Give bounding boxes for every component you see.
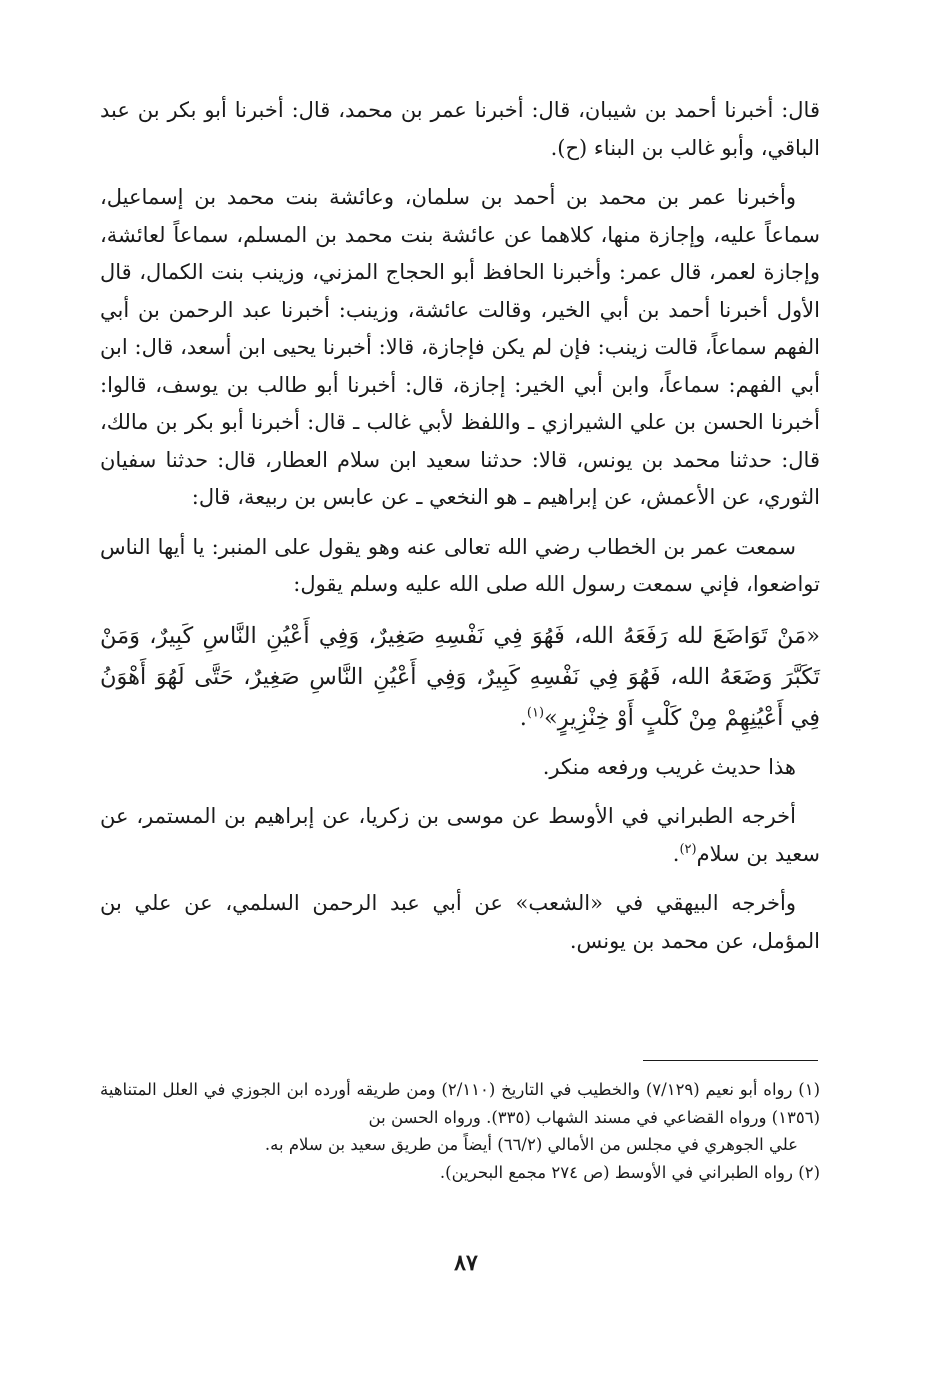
isnad-paragraph-2: وأخبرنا عمر بن محمد بن أحمد بن سلمان، وعائشة بنت محمد بن إسماعيل، سماعاً عليه، وإجازة منها، كلاهما عن عائشة بنت محمد بن المسلم، سماعاً لعائشة، وإجازة لعمر، قال عمر: وأخبرنا الحافظ أبو الحجاج المزني، وزينب بنت الكمال، قال الأول أخبرنا أحمد بن أبي الخير، وقالت عائشة، وزينب: أخبرنا عبد الرحمن بن أبي الفهم سماعاً، قالت زينب: فإن لم يكن فإجازة، قالا: أخبرنا يحيى ابن أسعد، قال: ابن أبي الفهم: سماعاً، وابن أبي الخير: إجازة، قال: أخبرنا أبو طالب بن يوسف، قالوا: أخبرنا الحسن بن علي الشيرازي ـ واللفظ لأبي غالب ـ قال: أخبرنا أبو بكر بن مالك، قال: حدثنا محمد بن يونس، قالا: حدثنا سعيد ابن سلام العطار، قال: حدثنا سفيان الثوري، عن الأعمش، عن إبراهيم ـ هو النخعي ـ عن عابس بن ربيعة، قال: [100,185,820,509]
footnotes-section [100,1076,820,1186]
footnote-1: (١) رواه أبو نعيم (٧/١٢٩) والخطيب في التاريخ (٢/١١٠) ومن طريقه أورده ابن الجوزي في العلل المتناهية (١٣٥٦) ورواه القضاعي في مسند الشهاب (٣٣٥). ورواه الحسن بن [100,1080,820,1127]
hadith-text: «مَنْ تَوَاضَعَ لله رَفَعَهُ الله، فَهُوَ فِي نَفْسِهِ صَغِيرٌ، وَفِي أَعْيُنِ النَّاسِ كَبِيرٌ، وَمَنْ تَكَبَّرَ وَضَعَهُ الله، فَهُوَ فِي نَفْسِهِ كَبِيرٌ، وَفِي أَعْيُنِ النَّاسِ صَغِيرٌ، حَتَّى لَهُوَ أَهْوَنُ فِي أَعْيُنِهِمْ مِنْ كَلْبٍ أَوْ خِنْزِيرٍ»$^{(١)}$. [100,622,820,731]
footnote-2: (٢) رواه الطبراني في الأوسط (ص ٢٧٤ مجمع البحرين). [439,1162,820,1182]
takhrij-paragraph-1 [100,798,820,873]
narration-paragraph: سمعت عمر بن الخطاب رضي الله تعالى عنه وهو يقول على المنبر: يا أيها الناس تواضعوا، فإني سمعت رسول الله صلى الله عليه وسلم يقول: [100,534,820,596]
takhrij-end: . [672,841,680,866]
book-page-body [100,92,820,972]
isnad-paragraph-1: قال: أخبرنا أحمد بن شيبان، قال: أخبرنا عمر بن محمد، قال: أخبرنا أبو بكر بن عبد الباقي، وأبو غالب بن البناء (ح). [100,98,820,160]
footnote-1-continuation: علي الجوهري في مجلس من الأمالي (٦٦/٢) أيضاً من طريق سعيد بن سلام به. [264,1135,798,1154]
takhrij-text: أخرجه الطبراني في الأوسط عن موسى بن زكريا، عن إبراهيم بن المستمر، عن سعيد بن سلام [100,804,820,866]
footnote-ref-1: (١) [526,705,545,720]
hadith-matn: «مَنْ تَوَاضَعَ لله رَفَعَهُ الله، فَهُوَ فِي نَفْسِهِ صَغِيرٌ، وَفِي أَعْيُنِ النَّاسِ كَبِيرٌ، وَمَنْ تَكَبَّرَ وَضَعَهُ الله، فَهُوَ فِي نَفْسِهِ كَبِيرٌ، وَفِي أَعْيُنِ النَّاسِ صَغِيرٌ، حَتَّى لَهُوَ أَهْوَنُ فِي أَعْيُنِهِمْ مِنْ كَلْبٍ أَوْ خِنْزِيرٍ» [100,622,820,731]
footnote-divider [643,1060,818,1061]
page-number: ٨٧ [454,1250,478,1276]
grading-paragraph: هذا حديث غريب ورفعه منكر. [542,754,796,779]
footnote-ref-2: (٢) [679,841,697,857]
takhrij-paragraph-2: وأخرجه البيهقي في «الشعب» عن أبي عبد الرحمن السلمي، عن علي بن المؤمل، عن محمد بن يونس. [100,891,820,953]
